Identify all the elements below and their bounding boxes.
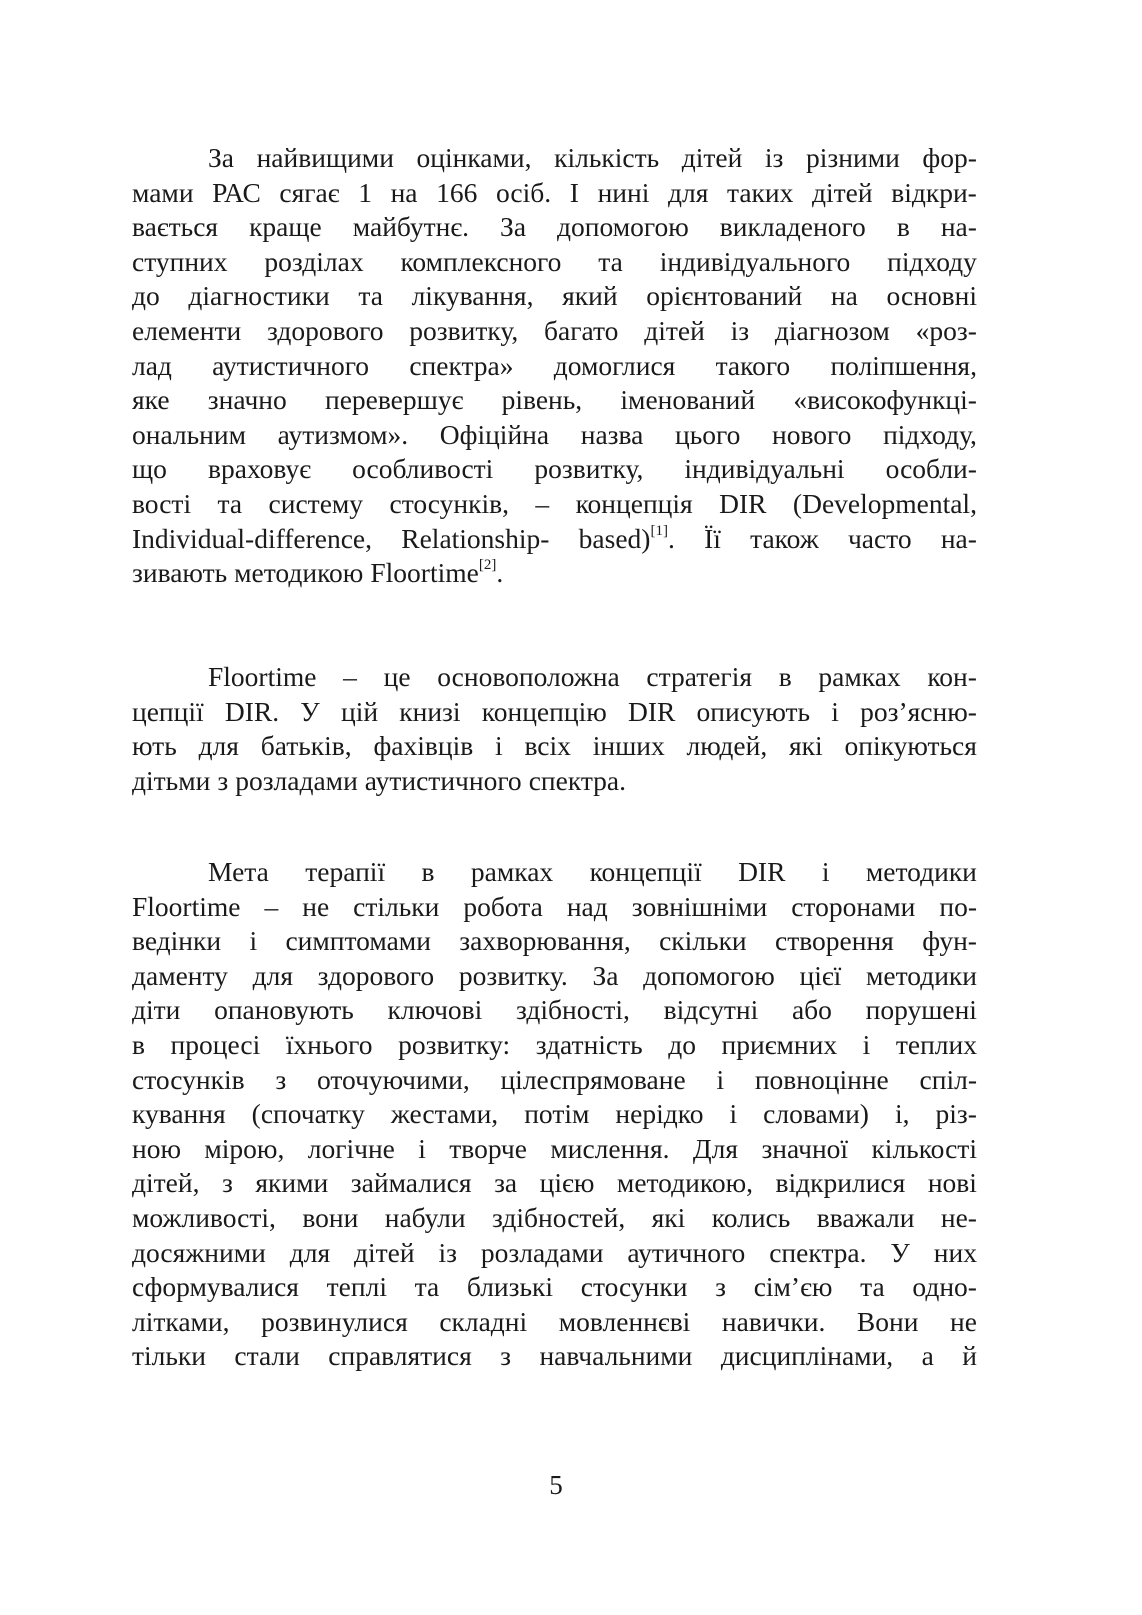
word: і: [716, 1063, 725, 1095]
word: спектра.: [528, 764, 626, 796]
word: «роз-: [915, 314, 977, 346]
word: жестами,: [390, 1098, 499, 1130]
word: Floortime: [208, 661, 317, 692]
word: спіл-: [919, 1063, 977, 1095]
word: вості: [132, 487, 192, 519]
text-line: [132, 314, 977, 349]
word: –: [264, 890, 279, 922]
word: до: [132, 280, 160, 312]
word: поліпшення,: [830, 349, 977, 381]
word: діагностики: [188, 280, 330, 312]
word: краще: [249, 211, 322, 243]
word: мами: [132, 176, 194, 208]
word: DIR: [719, 487, 767, 519]
word: ональним: [132, 418, 247, 450]
word: –: [343, 661, 357, 692]
paragraph-2: [132, 660, 977, 798]
word: особли-: [885, 453, 977, 485]
word: і,: [894, 1098, 910, 1130]
word: для: [289, 1236, 331, 1268]
word: якими: [255, 1167, 329, 1199]
word: ною: [132, 1132, 182, 1164]
word: враховує: [208, 453, 312, 485]
word: лад: [132, 349, 172, 381]
word: даменту: [132, 959, 228, 991]
word: теплі: [326, 1271, 387, 1303]
word: допомогою: [643, 959, 775, 991]
word: розладами: [480, 1236, 604, 1268]
word: здорового: [267, 314, 384, 346]
text-line: [132, 1028, 977, 1063]
word: розділах: [264, 245, 364, 277]
footnote-reference: [1]: [650, 522, 668, 539]
text-line: [132, 1236, 977, 1271]
word: захворювання,: [459, 925, 631, 957]
word: та: [860, 1271, 885, 1303]
word: по-: [939, 890, 977, 922]
word: здібностей,: [492, 1201, 626, 1233]
word: фахівців: [373, 730, 474, 762]
word: творче: [449, 1132, 527, 1164]
word: батьків,: [260, 730, 352, 762]
word: найвищими: [256, 142, 394, 173]
word: підходу: [887, 245, 977, 277]
word: словами): [763, 1098, 869, 1130]
word: майбутнє.: [352, 211, 470, 243]
word: перевершує: [324, 384, 464, 416]
word: систему: [268, 487, 364, 519]
word: описують: [696, 695, 811, 727]
text-line: [132, 855, 977, 890]
word: цепції: [132, 695, 204, 727]
word: і: [418, 1132, 426, 1164]
word: РАС: [212, 176, 261, 208]
word: за: [494, 1167, 518, 1199]
word: based)[1].: [578, 522, 675, 554]
word: кон-: [927, 661, 977, 692]
word: такого: [715, 349, 791, 381]
word: методики: [865, 959, 977, 991]
word: діти: [132, 994, 181, 1026]
text-line: [132, 176, 977, 211]
word: опікуються: [844, 730, 977, 762]
word: з: [715, 1271, 726, 1303]
word: Floortime[2].: [370, 557, 504, 589]
word: різ-: [935, 1098, 977, 1130]
text-line-with-footnote: [132, 556, 977, 591]
word: симптомами: [285, 925, 431, 957]
word: (Developmental,: [792, 487, 977, 519]
word: розвинулися: [261, 1305, 408, 1337]
word: мовленнєві: [558, 1305, 691, 1337]
word: терапії: [305, 856, 386, 887]
word: для: [198, 730, 239, 762]
text-line: [132, 924, 977, 959]
word: в: [896, 211, 910, 243]
word: досяжними: [132, 1236, 266, 1268]
word: викладеного: [719, 211, 866, 243]
word: цієї: [799, 959, 842, 991]
word: дітьми: [132, 764, 211, 796]
word: І: [569, 176, 579, 208]
text-line: [132, 349, 977, 384]
word: розладами: [235, 764, 358, 796]
word: DIR: [738, 856, 786, 887]
text-line: [132, 1166, 977, 1201]
word: Офіційна: [439, 418, 550, 450]
text-line: [132, 993, 977, 1028]
word: оцінками,: [416, 142, 532, 173]
word: стосунки: [580, 1271, 688, 1303]
word: діагнозом: [774, 314, 890, 346]
text-line: [132, 660, 977, 695]
word: і: [729, 1098, 738, 1130]
word: аутистичного: [364, 764, 522, 796]
word: комплексного: [400, 245, 562, 277]
word: в: [132, 1028, 145, 1060]
text-line: [132, 418, 977, 453]
word: осіб.: [496, 176, 552, 208]
word: нерідко: [615, 1098, 704, 1130]
word: навчальними: [539, 1340, 693, 1372]
word: Мета: [208, 856, 269, 887]
word: зовнішніми: [631, 890, 768, 922]
word: Individual-difference,: [132, 522, 373, 554]
word: мірою,: [204, 1132, 285, 1164]
text-line: [132, 279, 977, 314]
word: стратегія: [646, 661, 753, 692]
word: із: [730, 314, 750, 346]
word: сягає: [279, 176, 340, 208]
word: нового: [772, 418, 852, 450]
word: аутичного: [627, 1236, 746, 1268]
word: логічне: [307, 1132, 395, 1164]
word: концепцію: [481, 695, 607, 727]
word: розвитку,: [409, 314, 519, 346]
word: Для: [692, 1132, 739, 1164]
page-number: 5: [549, 1470, 563, 1500]
word: та: [414, 1271, 440, 1303]
word: для: [252, 959, 293, 991]
word: стали: [234, 1340, 300, 1372]
word: 1: [358, 176, 372, 208]
word: Relationship-: [401, 522, 550, 554]
word: літками,: [132, 1305, 230, 1337]
word: кількість: [554, 142, 660, 173]
word: інших: [592, 730, 665, 762]
word: відсутні: [663, 994, 759, 1026]
word: на: [830, 280, 858, 312]
word: стосунків: [132, 1063, 245, 1095]
word: всіх: [524, 730, 571, 762]
word: допомогою: [557, 211, 689, 243]
word: також: [750, 522, 819, 554]
word: та: [598, 245, 623, 277]
word: одно-: [912, 1271, 977, 1303]
word: з: [500, 1340, 512, 1372]
word: аутизмом».: [277, 418, 409, 450]
text-line: [132, 959, 977, 994]
word: і: [831, 695, 839, 727]
word: орієнтований: [646, 280, 803, 312]
word: дітей,: [132, 1167, 200, 1199]
word: та: [217, 487, 243, 519]
word: на: [390, 176, 418, 208]
word: зивають: [132, 557, 228, 589]
word: ють: [132, 730, 177, 762]
word: і: [821, 856, 830, 887]
word: За: [500, 211, 527, 243]
word: них: [933, 1236, 977, 1268]
word: сторонами: [791, 890, 916, 922]
word: навички.: [721, 1305, 826, 1337]
word: рамках: [818, 661, 901, 692]
text-line: [132, 1097, 977, 1132]
word: колись: [711, 1201, 791, 1233]
word: основоположна: [437, 661, 620, 692]
word: лікування,: [411, 280, 534, 312]
word: здорового: [317, 959, 435, 991]
word: –: [535, 487, 550, 519]
word: з: [221, 1167, 233, 1199]
text-line: [132, 695, 977, 730]
word: і: [495, 730, 503, 762]
word: або: [791, 994, 832, 1026]
word: створення: [775, 925, 894, 957]
word: індивідуального: [659, 245, 851, 277]
word: різними: [806, 142, 900, 173]
word: сім’єю: [753, 1271, 833, 1303]
word: нині: [597, 176, 650, 208]
word: основні: [886, 280, 977, 312]
text-line: [132, 141, 977, 176]
text-line: [132, 1063, 977, 1098]
word: рамках: [470, 856, 554, 887]
word: дітей: [644, 314, 705, 346]
word: ступних: [132, 245, 228, 277]
word: в: [421, 856, 435, 887]
word: в: [778, 661, 792, 692]
word: домоглися: [553, 349, 676, 381]
word: сформувалися: [132, 1271, 299, 1303]
word: У: [890, 1236, 910, 1268]
word: аутистичного: [212, 349, 370, 381]
word: роз’ясню-: [860, 695, 977, 727]
word: потім: [524, 1098, 590, 1130]
word: на-: [940, 522, 977, 554]
word: а: [921, 1340, 934, 1372]
word: дітей: [681, 142, 743, 173]
text-line: [132, 1132, 977, 1167]
word: індивідуальні: [684, 453, 845, 485]
word: стосунків,: [389, 487, 509, 519]
word: з: [275, 1063, 287, 1095]
text-line: [132, 1305, 977, 1340]
word: приємних: [721, 1028, 838, 1060]
word: методикою,: [616, 1167, 753, 1199]
word: яке: [132, 384, 170, 416]
word: не: [302, 890, 330, 922]
word: мислення.: [550, 1132, 670, 1164]
word: й: [962, 1340, 977, 1372]
word: з: [217, 764, 229, 796]
text-line: [132, 210, 977, 245]
word: можливості,: [132, 1201, 276, 1233]
word: таких: [727, 176, 794, 208]
word: елементи: [132, 314, 242, 346]
word: на-: [940, 211, 977, 243]
word: і: [862, 1028, 871, 1060]
word: цій: [340, 695, 379, 727]
word: вважали: [816, 1201, 915, 1233]
text-line: [132, 452, 977, 487]
word: здібності,: [516, 994, 630, 1026]
word: Її: [704, 522, 721, 554]
word: близькі: [466, 1271, 554, 1303]
footnote-reference: [2]: [478, 557, 497, 574]
text-line: [132, 1270, 977, 1305]
word: розвитку:: [398, 1028, 511, 1060]
word: У: [300, 695, 320, 727]
text-line: [132, 729, 977, 764]
word: назва: [580, 418, 644, 450]
word: вони: [302, 1201, 359, 1233]
word: За: [592, 959, 619, 991]
word: концепції: [589, 856, 702, 887]
word: 166: [436, 176, 478, 208]
word: набули: [384, 1201, 466, 1233]
text-line: [132, 487, 977, 522]
word: дітей: [812, 176, 873, 208]
word: Вони: [856, 1305, 919, 1337]
word: За: [208, 142, 234, 173]
word: скільки: [659, 925, 747, 957]
word: здатність: [535, 1028, 643, 1060]
word: цією: [539, 1167, 595, 1199]
word: робота: [463, 890, 543, 922]
text-line: [132, 890, 977, 925]
word: вається: [132, 211, 219, 243]
word: не: [950, 1305, 977, 1337]
word: іменований: [620, 384, 756, 416]
word: повноцінне: [754, 1063, 889, 1095]
word: над: [566, 890, 608, 922]
word: і: [249, 925, 258, 957]
word: які: [789, 730, 823, 762]
word: DIR.: [224, 695, 280, 727]
word: дітей: [354, 1236, 415, 1268]
word: що: [132, 453, 167, 485]
word: порушені: [865, 994, 977, 1026]
word: рівень,: [501, 384, 583, 416]
word: із: [764, 142, 784, 173]
word: методики: [865, 856, 977, 887]
text-line-with-footnote: [132, 522, 977, 557]
word: відкри-: [891, 176, 977, 208]
word: опановують: [214, 994, 354, 1026]
word: який: [562, 280, 618, 312]
word: книзі: [399, 695, 461, 727]
word: фор-: [922, 142, 977, 173]
word: значно: [207, 384, 287, 416]
word: до: [668, 1028, 696, 1060]
word: фун-: [922, 925, 977, 957]
text-line: [132, 383, 977, 418]
word: особливості: [352, 453, 494, 485]
word: це: [383, 661, 411, 692]
word: теплих: [895, 1028, 977, 1060]
word: не-: [940, 1201, 977, 1233]
word: (спочатку: [251, 1098, 365, 1130]
word: розвитку.: [458, 959, 568, 991]
word: цілеспрямоване: [500, 1063, 686, 1095]
paragraph-1: [132, 141, 977, 591]
word: «високофункці-: [793, 384, 977, 416]
word: кування: [132, 1098, 226, 1130]
text-line: [132, 1339, 977, 1374]
text-line: [132, 764, 977, 799]
text-line: [132, 245, 977, 280]
paragraph-3: [132, 855, 977, 1374]
word: справлятися: [328, 1340, 472, 1372]
word: ведінки: [132, 925, 222, 957]
word: DIR: [627, 695, 676, 727]
word: людей,: [686, 730, 768, 762]
word: які: [651, 1201, 686, 1233]
word: для: [668, 176, 709, 208]
word: часто: [847, 522, 912, 554]
word: та: [358, 280, 383, 312]
word: багато: [544, 314, 619, 346]
word: значної: [761, 1132, 849, 1164]
word: тільки: [132, 1340, 207, 1372]
word: спектра»: [409, 349, 514, 381]
word: ключові: [387, 994, 483, 1026]
word: дисциплінами,: [720, 1340, 894, 1372]
word: підходу,: [883, 418, 977, 450]
word: складні: [439, 1305, 528, 1337]
word: стільки: [353, 890, 440, 922]
word: їхнього: [285, 1028, 373, 1060]
word: концепція: [575, 487, 693, 519]
word: із: [438, 1236, 457, 1268]
text-line: [132, 1201, 977, 1236]
word: займалися: [350, 1167, 472, 1199]
word: методикою: [234, 557, 364, 589]
word: цього: [675, 418, 741, 450]
word: нові: [927, 1167, 977, 1199]
word: спектра.: [769, 1236, 867, 1268]
word: процесі: [170, 1028, 261, 1060]
word: розвитку,: [534, 453, 644, 485]
word: кількості: [871, 1132, 977, 1164]
word: оточуючими,: [317, 1063, 470, 1095]
word: Floortime: [132, 890, 241, 922]
word: відкрилися: [775, 1167, 906, 1199]
